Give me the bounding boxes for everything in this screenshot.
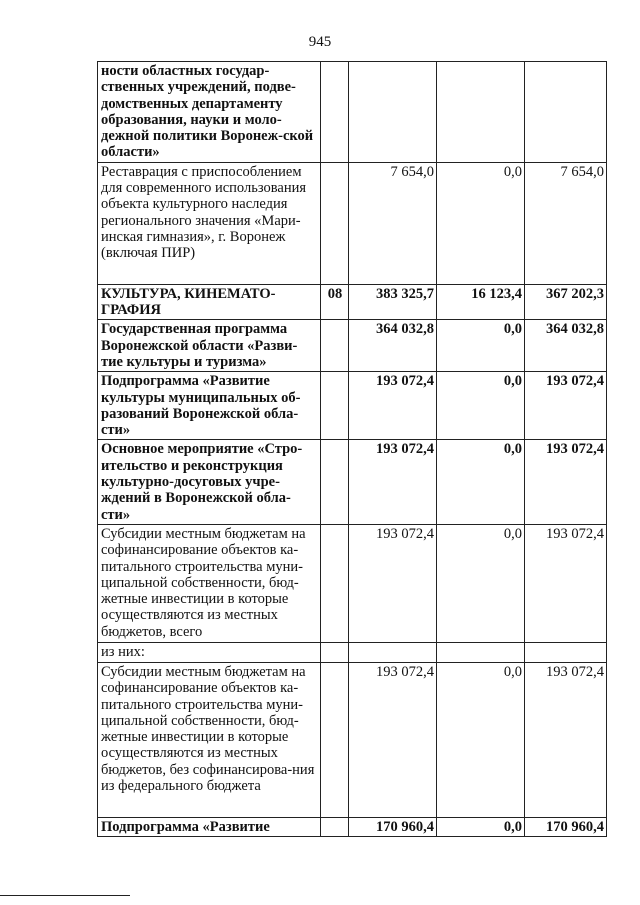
table-row — [98, 372, 607, 440]
row-value-federal-cell: 0,0 — [437, 817, 525, 836]
row-value-regional-cell: 193 072,4 — [525, 372, 607, 440]
budget-table — [97, 61, 607, 837]
row-value-federal-cell: 0,0 — [437, 440, 525, 524]
row-value-regional-cell: 193 072,4 — [525, 440, 607, 524]
table-row — [98, 320, 607, 372]
table-row — [98, 662, 607, 817]
row-value-federal-cell: 0,0 — [437, 524, 525, 642]
row-name-cell: КУЛЬТУРА, КИНЕМАТО-ГРАФИЯ — [98, 284, 321, 320]
row-value-federal-cell: 0,0 — [437, 320, 525, 372]
page-number: 945 — [308, 34, 332, 50]
row-value-total-cell: 193 072,4 — [349, 440, 437, 524]
table-row — [98, 440, 607, 524]
row-value-federal-cell: 0,0 — [437, 372, 525, 440]
row-value-federal-cell — [437, 642, 525, 662]
row-value-regional-cell — [525, 62, 607, 163]
row-name-cell: ности областных государ-ственных учреждений, подве-домственных департаменту образования, науки и моло-дежной политики Воронеж-ской области» — [98, 62, 321, 163]
row-value-regional-cell: 193 072,4 — [525, 662, 607, 817]
row-name-cell: Подпрограмма «Развитие культуры муниципальных об-разований Воронежской обла-сти» — [98, 372, 321, 440]
row-value-regional-cell: 364 032,8 — [525, 320, 607, 372]
row-value-total-cell: 193 072,4 — [349, 662, 437, 817]
row-code-cell: 08 — [321, 284, 349, 320]
row-value-total-cell — [349, 62, 437, 163]
table-row — [98, 817, 607, 836]
row-value-federal-cell — [437, 62, 525, 163]
row-value-total-cell: 193 072,4 — [349, 524, 437, 642]
row-value-total-cell: 193 072,4 — [349, 372, 437, 440]
row-code-cell — [321, 62, 349, 163]
row-code-cell — [321, 440, 349, 524]
row-code-cell — [321, 524, 349, 642]
row-name-cell: Субсидии местным бюджетам на софинансирование объектов ка-питального строительства муни-ципальной собственности, бюд-жетные инвестиции в которые осуществляются из местных бюджетов, без софинансирова-ния из федерального бюджета — [98, 662, 321, 817]
row-value-total-cell: 7 654,0 — [349, 162, 437, 284]
row-code-cell — [321, 162, 349, 284]
row-name-cell: из них: — [98, 642, 321, 662]
row-value-total-cell — [349, 642, 437, 662]
row-code-cell — [321, 320, 349, 372]
footnote-divider — [0, 895, 130, 896]
row-value-federal-cell: 0,0 — [437, 662, 525, 817]
row-value-regional-cell: 7 654,0 — [525, 162, 607, 284]
row-value-regional-cell: 170 960,4 — [525, 817, 607, 836]
budget-table-body — [98, 62, 607, 837]
table-row — [98, 162, 607, 284]
row-code-cell — [321, 372, 349, 440]
table-row — [98, 524, 607, 642]
row-name-cell: Государственная программа Воронежской области «Разви-тие культуры и туризма» — [98, 320, 321, 372]
row-value-regional-cell — [525, 642, 607, 662]
row-value-federal-cell: 16 123,4 — [437, 284, 525, 320]
row-code-cell — [321, 662, 349, 817]
row-name-cell: Реставрация с приспособлением для современного использования объекта культурного наследия регионального значения «Мари-инская гимназия», г. Воронеж (включая ПИР) — [98, 162, 321, 284]
row-value-federal-cell: 0,0 — [437, 162, 525, 284]
row-value-total-cell: 364 032,8 — [349, 320, 437, 372]
row-value-regional-cell: 193 072,4 — [525, 524, 607, 642]
row-name-cell: Субсидии местным бюджетам на софинансирование объектов ка-питального строительства муни-ципальной собственности, бюд-жетные инвестиции в которые осуществляются из местных бюджетов, всего — [98, 524, 321, 642]
table-row — [98, 642, 607, 662]
table-row — [98, 62, 607, 163]
row-code-cell — [321, 642, 349, 662]
table-row — [98, 284, 607, 320]
row-value-total-cell: 383 325,7 — [349, 284, 437, 320]
row-name-cell: Подпрограмма «Развитие — [98, 817, 321, 836]
row-name-cell: Основное мероприятие «Стро-ительство и реконструкция культурно-досуговых учре-ждений в Воронежской обла-сти» — [98, 440, 321, 524]
row-value-total-cell: 170 960,4 — [349, 817, 437, 836]
row-code-cell — [321, 817, 349, 836]
row-value-regional-cell: 367 202,3 — [525, 284, 607, 320]
